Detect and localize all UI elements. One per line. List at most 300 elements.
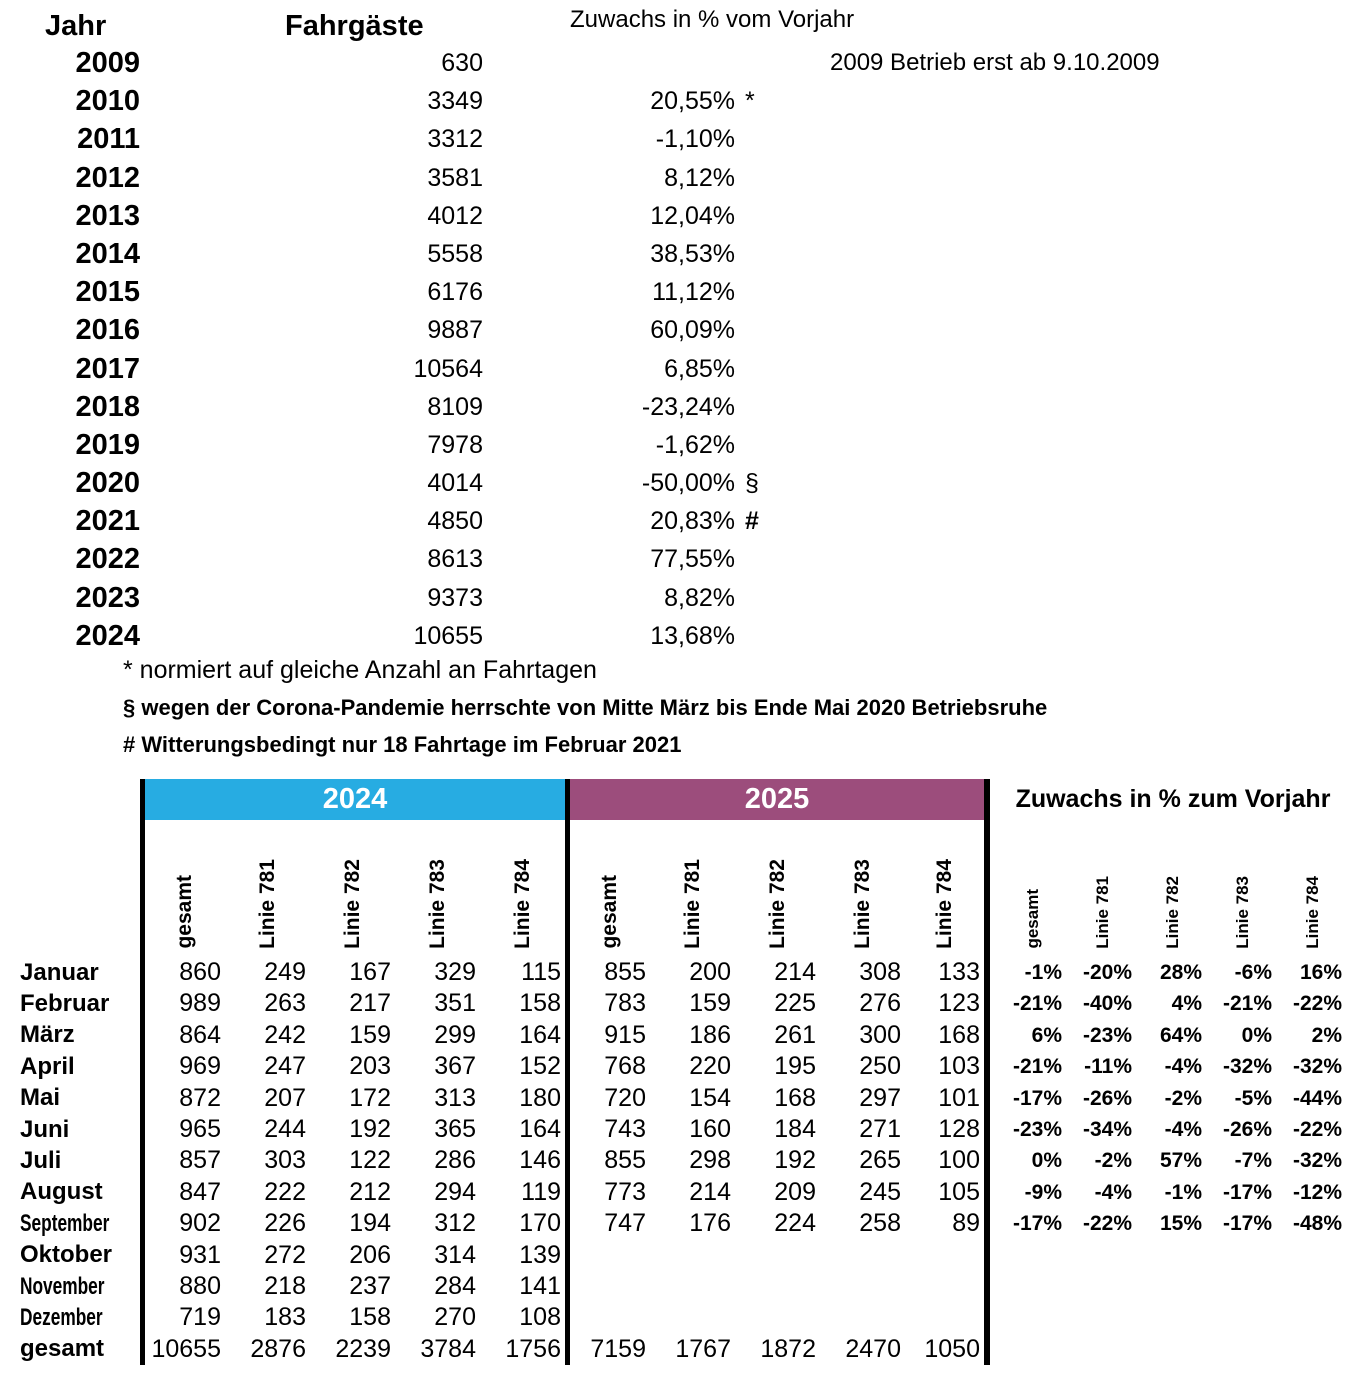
- yearly-row: [0, 350, 1160, 388]
- growth-value: -17%: [1222, 1180, 1272, 1204]
- column-header: [998, 820, 1068, 957]
- gap-spacer: [990, 1334, 998, 1365]
- footnote-line: # Witterungsbedingt nur 18 Fahrtage im Februar 2021: [123, 732, 682, 757]
- gap-spacer: [990, 1240, 998, 1271]
- value-2024: 180: [519, 1083, 561, 1112]
- column-header-text: Linie 783: [850, 859, 874, 949]
- value-2025: 168: [905, 1020, 990, 1051]
- value-2024: 122: [349, 1146, 391, 1175]
- value-2025: 1872: [760, 1334, 816, 1363]
- value-2025: 265: [859, 1146, 901, 1175]
- value-2024: 270: [434, 1303, 476, 1332]
- column-header-text: Linie 782: [765, 859, 789, 949]
- yearly-row: [0, 159, 1160, 197]
- value-2024: 719: [140, 1302, 225, 1333]
- footnote-symbol: [735, 44, 765, 82]
- gap-spacer: [990, 1020, 998, 1051]
- value-2025: [565, 1240, 650, 1271]
- value-2024: 206: [349, 1240, 391, 1269]
- gap-spacer: [990, 1302, 998, 1333]
- value-2025: 100: [905, 1145, 990, 1176]
- column-header-text: Linie 782: [340, 859, 364, 949]
- growth-value: -20%: [1082, 961, 1132, 984]
- value-2024: 313: [434, 1083, 476, 1112]
- year-note: 2009 Betrieb erst ab 9.10.2009: [830, 49, 1160, 76]
- value-2024: 203: [349, 1052, 391, 1081]
- growth-value: -32%: [1222, 1055, 1272, 1079]
- footnote-symbol: [735, 350, 765, 388]
- value-2025: 214: [689, 1177, 731, 1206]
- value-2024: 902: [140, 1208, 225, 1239]
- value-2024: 329: [434, 958, 476, 986]
- growth-percent: 38,53%: [650, 239, 735, 268]
- value-2025: [650, 1271, 735, 1302]
- value-2025: 214: [774, 958, 816, 986]
- value-2024: 183: [264, 1303, 306, 1332]
- column-header: [395, 820, 480, 957]
- column-header: [1138, 820, 1208, 957]
- growth-percent: -23,24%: [641, 392, 735, 421]
- gap-spacer: [990, 779, 998, 820]
- value-2025: 89: [905, 1208, 990, 1239]
- value-2024: 2239: [335, 1334, 391, 1363]
- passenger-count: 4850: [427, 507, 483, 536]
- column-header-text: Linie 783: [425, 859, 449, 949]
- yearly-row: [0, 44, 1160, 82]
- column-header: [565, 820, 650, 957]
- month-label-text: August: [20, 1178, 103, 1206]
- column-header: [1208, 820, 1278, 957]
- footnote-symbol: [735, 120, 765, 158]
- gap-spacer: [990, 1083, 998, 1114]
- yearly-rows: [0, 44, 1160, 655]
- value-2024: 164: [519, 1020, 561, 1049]
- growth-percent: -1,62%: [655, 430, 735, 459]
- column-header-text: Linie 784: [510, 859, 534, 949]
- growth-value: -22%: [1292, 1117, 1342, 1141]
- year-label: 2013: [75, 199, 140, 232]
- month-label-text: März: [20, 1021, 75, 1049]
- month-label: [0, 1051, 140, 1082]
- value-2025: 224: [774, 1209, 816, 1238]
- value-2024: 172: [349, 1083, 391, 1112]
- value-2025: 176: [689, 1209, 731, 1238]
- month-label-text: Oktober: [20, 1241, 113, 1269]
- month-label: [0, 1083, 140, 1114]
- growth-percent: -1,10%: [655, 125, 735, 154]
- value-2025: 195: [774, 1052, 816, 1081]
- column-header-text: Linie 783: [1233, 876, 1252, 949]
- growth-value: [1208, 1334, 1278, 1365]
- growth-value: [1278, 1302, 1348, 1333]
- value-2025: 855: [565, 957, 650, 988]
- value-2024: 141: [519, 1271, 561, 1300]
- month-label-text: gesamt: [20, 1335, 105, 1363]
- year-column-header: Jahr: [45, 10, 107, 42]
- value-2024: 857: [140, 1145, 225, 1176]
- gap-spacer: [990, 1271, 998, 1302]
- value-2024: 226: [264, 1209, 306, 1238]
- growth-value: -34%: [1082, 1117, 1132, 1141]
- value-2025: 220: [689, 1052, 731, 1081]
- growth-value: -9%: [1024, 1180, 1062, 1204]
- value-2024: 284: [434, 1271, 476, 1300]
- value-2025: [565, 1302, 650, 1333]
- footnote-symbol: [735, 273, 765, 311]
- value-2025: 855: [565, 1145, 650, 1176]
- value-2025: 225: [774, 989, 816, 1018]
- footnote-symbol: [735, 235, 765, 273]
- value-2025: [735, 1271, 820, 1302]
- year-label: 2010: [75, 85, 140, 118]
- month-label: [0, 957, 140, 988]
- value-2025: [735, 1240, 820, 1271]
- column-header-text: Linie 782: [1163, 876, 1182, 949]
- growth-value: -2%: [1094, 1149, 1132, 1173]
- year-label: 2012: [75, 161, 140, 194]
- value-2025: [650, 1240, 735, 1271]
- growth-value: -40%: [1082, 992, 1132, 1016]
- value-2025: 720: [565, 1083, 650, 1114]
- value-2025: 123: [905, 988, 990, 1019]
- growth-value: -6%: [1234, 961, 1272, 984]
- value-2025: 276: [859, 989, 901, 1018]
- growth-value: [1278, 1271, 1348, 1302]
- footnote-symbol: [735, 388, 765, 426]
- value-2025: 160: [689, 1114, 731, 1143]
- growth-percent: 77,55%: [650, 545, 735, 574]
- value-2024: 119: [521, 1177, 561, 1206]
- value-2024: 365: [434, 1114, 476, 1143]
- value-2024: 247: [264, 1052, 306, 1081]
- footnote-symbol: [735, 159, 765, 197]
- growth-percent: 6,85%: [664, 354, 735, 383]
- footnote-symbol: [735, 540, 765, 578]
- growth-value: [998, 1334, 1068, 1365]
- value-2024: 286: [434, 1146, 476, 1175]
- passenger-count: 9373: [427, 583, 483, 612]
- passenger-count: 4014: [427, 469, 483, 498]
- year-note: [765, 235, 1160, 273]
- column-header-text: Linie 781: [255, 859, 279, 949]
- year-note: [765, 197, 1160, 235]
- value-2025: 258: [859, 1209, 901, 1238]
- growth-value: -26%: [1082, 1086, 1132, 1110]
- growth-value: -4%: [1094, 1180, 1132, 1204]
- value-2025: 168: [774, 1083, 816, 1112]
- growth-value: [1208, 1302, 1278, 1333]
- year-note: [765, 464, 1160, 502]
- year-label: 2014: [75, 237, 140, 270]
- value-2024: 242: [264, 1020, 306, 1049]
- value-2024: 222: [264, 1177, 306, 1206]
- month-label: [0, 1177, 140, 1208]
- month-label: [0, 1208, 140, 1239]
- value-2024: 115: [521, 958, 561, 986]
- gap-spacer: [990, 1051, 998, 1082]
- growth-value: -4%: [1164, 1055, 1202, 1079]
- value-2024: 969: [140, 1051, 225, 1082]
- value-2024: 207: [264, 1083, 306, 1112]
- footnote-symbol: [735, 197, 765, 235]
- year-note: [765, 159, 1160, 197]
- value-2025: 298: [689, 1146, 731, 1175]
- value-2024: 272: [264, 1240, 306, 1269]
- value-2024: 847: [140, 1177, 225, 1208]
- column-header-text: Linie 784: [932, 859, 956, 949]
- column-header-text: Linie 784: [1303, 876, 1322, 949]
- value-2024: 218: [264, 1271, 306, 1300]
- growth-value: [1138, 1271, 1208, 1302]
- year-note: [765, 579, 1160, 617]
- column-header: [1068, 820, 1138, 957]
- growth-value: [1278, 1240, 1348, 1271]
- growth-value: -22%: [1082, 1212, 1132, 1236]
- value-2025: 1050: [905, 1334, 990, 1365]
- value-2025: 105: [905, 1177, 990, 1208]
- growth-value: 2%: [1311, 1023, 1342, 1047]
- growth-value: 15%: [1159, 1212, 1202, 1236]
- value-2025: 915: [565, 1020, 650, 1051]
- monthly-comparison-table: [0, 779, 1348, 1365]
- gap-spacer: [990, 988, 998, 1019]
- value-2024: 212: [349, 1177, 391, 1206]
- column-header-text: Linie 781: [680, 859, 704, 949]
- value-2024: 249: [264, 958, 306, 986]
- passenger-count: 630: [441, 49, 483, 77]
- value-2024: 989: [140, 988, 225, 1019]
- value-2024: 312: [434, 1209, 476, 1238]
- value-2025: 101: [905, 1083, 990, 1114]
- column-header: [1278, 820, 1348, 957]
- growth-percent: 8,12%: [664, 163, 735, 192]
- year-2025-bar: 2025: [565, 779, 990, 820]
- value-2025: 743: [565, 1114, 650, 1145]
- column-header-text: gesamt: [1023, 889, 1042, 949]
- yearly-row: [0, 197, 1160, 235]
- footnotes: [123, 652, 1047, 763]
- value-2024: 192: [349, 1114, 391, 1143]
- year-label: 2023: [75, 581, 140, 614]
- growth-value: 57%: [1159, 1149, 1202, 1173]
- growth-value: 28%: [1159, 961, 1202, 984]
- growth-value: 0%: [1241, 1023, 1272, 1047]
- value-2025: 1767: [675, 1334, 731, 1363]
- value-2025: 773: [565, 1177, 650, 1208]
- growth-value: [1068, 1271, 1138, 1302]
- value-2025: [820, 1302, 905, 1333]
- growth-value: [1138, 1240, 1208, 1271]
- yearly-row: [0, 311, 1160, 349]
- year-label: 2015: [75, 276, 140, 309]
- year-label: 2024: [75, 619, 140, 652]
- month-label: [0, 1240, 140, 1271]
- growth-value: 0%: [1031, 1149, 1062, 1173]
- value-2024: 2876: [250, 1334, 306, 1363]
- value-2024: 303: [264, 1146, 306, 1175]
- growth-value: [1068, 1240, 1138, 1271]
- growth-value: -22%: [1292, 992, 1342, 1016]
- value-2025: 2470: [845, 1334, 901, 1363]
- value-2025: 186: [689, 1020, 731, 1049]
- value-2025: 297: [859, 1083, 901, 1112]
- growth-value: 16%: [1299, 961, 1342, 984]
- growth-value: [1278, 1334, 1348, 1365]
- growth-percent: 11,12%: [652, 278, 735, 307]
- footnote-symbol: §: [745, 469, 759, 498]
- growth-value: -32%: [1292, 1149, 1342, 1173]
- yearly-row: [0, 502, 1160, 540]
- passenger-count: 5558: [427, 239, 483, 268]
- growth-percent: -50,00%: [641, 469, 735, 498]
- passenger-count: 8613: [427, 545, 483, 574]
- corner-spacer: [0, 779, 140, 820]
- footnote-symbol: #: [745, 507, 759, 536]
- value-2024: 244: [264, 1114, 306, 1143]
- value-2024: 170: [519, 1209, 561, 1238]
- value-2025: 192: [774, 1146, 816, 1175]
- month-label: [0, 1334, 140, 1365]
- month-label: [0, 988, 140, 1019]
- yearly-row: [0, 82, 1160, 120]
- value-2024: 152: [519, 1052, 561, 1081]
- month-label: [0, 1114, 140, 1145]
- growth-value: -1%: [1024, 961, 1062, 984]
- growth-value: [998, 1271, 1068, 1302]
- value-2025: 184: [774, 1114, 816, 1143]
- growth-value: -21%: [1012, 992, 1062, 1016]
- month-label-text: Dezember: [20, 1303, 103, 1331]
- value-2025: [905, 1240, 990, 1271]
- year-note: [765, 311, 1160, 349]
- growth-value: 6%: [1031, 1023, 1062, 1047]
- yearly-row: [0, 273, 1160, 311]
- value-2025: 261: [774, 1020, 816, 1049]
- growth-value: -21%: [1222, 992, 1272, 1016]
- passenger-count: 3312: [427, 125, 483, 154]
- column-header: [140, 820, 225, 957]
- value-2025: 768: [565, 1051, 650, 1082]
- growth-value: -11%: [1084, 1055, 1132, 1079]
- value-2024: 351: [434, 989, 476, 1018]
- column-header: [225, 820, 310, 957]
- gap-spacer: [990, 957, 998, 988]
- yearly-row: [0, 235, 1160, 273]
- passenger-count: 10564: [413, 354, 483, 383]
- value-2024: 880: [140, 1271, 225, 1302]
- value-2024: 299: [434, 1020, 476, 1049]
- value-2024: 194: [349, 1209, 391, 1238]
- growth-value: -7%: [1234, 1149, 1272, 1173]
- value-2025: [735, 1302, 820, 1333]
- yearly-row: [0, 617, 1160, 655]
- growth-value: -48%: [1292, 1212, 1342, 1236]
- month-label: [0, 1302, 140, 1333]
- month-label-text: Februar: [20, 990, 110, 1018]
- year-note: [765, 540, 1160, 578]
- growth-value: -17%: [1222, 1212, 1272, 1236]
- value-2025: [820, 1271, 905, 1302]
- value-2024: 164: [519, 1114, 561, 1143]
- month-label-text: Juli: [20, 1147, 62, 1175]
- year-label: 2016: [75, 314, 140, 347]
- growth-value: [1138, 1334, 1208, 1365]
- month-label: [0, 1271, 140, 1302]
- value-2025: [650, 1302, 735, 1333]
- value-2025: 300: [859, 1020, 901, 1049]
- year-label: 2021: [75, 505, 140, 538]
- growth-value: -12%: [1292, 1180, 1342, 1204]
- month-label-text: Juni: [20, 1115, 70, 1143]
- growth-value: [1068, 1302, 1138, 1333]
- year-note: [765, 502, 1160, 540]
- footnote-symbol: [735, 426, 765, 464]
- value-2025: [565, 1271, 650, 1302]
- year-note: [765, 82, 1160, 120]
- passenger-count: 3349: [427, 87, 483, 116]
- growth-column-header: Zuwachs in % vom Vorjahr: [570, 6, 855, 33]
- month-label-text: Mai: [20, 1084, 61, 1112]
- value-2024: 931: [140, 1240, 225, 1271]
- value-2024: 294: [434, 1177, 476, 1206]
- value-2024: 314: [434, 1240, 476, 1269]
- growth-value: -2%: [1164, 1086, 1202, 1110]
- value-2025: 783: [565, 988, 650, 1019]
- growth-percent: 20,83%: [650, 507, 735, 536]
- value-2024: 3784: [420, 1334, 476, 1363]
- month-label: [0, 1145, 140, 1176]
- year-note: [765, 617, 1160, 655]
- value-2024: 158: [519, 989, 561, 1018]
- growth-percent: 60,09%: [650, 316, 735, 345]
- yearly-row: [0, 464, 1160, 502]
- value-2024: 10655: [140, 1334, 225, 1365]
- month-label: [0, 1020, 140, 1051]
- passenger-count: 8109: [427, 392, 483, 421]
- growth-value: -26%: [1222, 1117, 1272, 1141]
- footnote-symbol: *: [745, 87, 755, 116]
- yearly-row: [0, 579, 1160, 617]
- value-2025: 128: [905, 1114, 990, 1145]
- growth-value: -23%: [1012, 1117, 1062, 1141]
- growth-value: -5%: [1234, 1086, 1272, 1110]
- growth-value: 4%: [1171, 992, 1202, 1016]
- growth-value: [1208, 1271, 1278, 1302]
- month-label-text: November: [20, 1272, 105, 1300]
- value-2025: 133: [905, 957, 990, 988]
- value-2024: 217: [349, 989, 391, 1018]
- growth-value: -17%: [1012, 1086, 1062, 1110]
- year-label: 2009: [75, 47, 140, 79]
- gap-spacer: [990, 820, 998, 957]
- value-2025: [905, 1271, 990, 1302]
- value-2024: 367: [434, 1052, 476, 1081]
- growth-value: [998, 1302, 1068, 1333]
- value-2025: 308: [859, 958, 901, 986]
- value-2025: 200: [689, 958, 731, 986]
- growth-value: -4%: [1164, 1117, 1202, 1141]
- year-2024-bar: 2024: [140, 779, 565, 820]
- column-header-text: gesamt: [173, 875, 196, 949]
- column-header: [650, 820, 735, 957]
- column-header: [735, 820, 820, 957]
- growth-value: [1068, 1334, 1138, 1365]
- value-2024: 237: [349, 1271, 391, 1300]
- value-2025: [905, 1302, 990, 1333]
- growth-percent: 13,68%: [650, 621, 735, 650]
- month-label-text: September: [20, 1209, 110, 1237]
- gap-spacer: [990, 1114, 998, 1145]
